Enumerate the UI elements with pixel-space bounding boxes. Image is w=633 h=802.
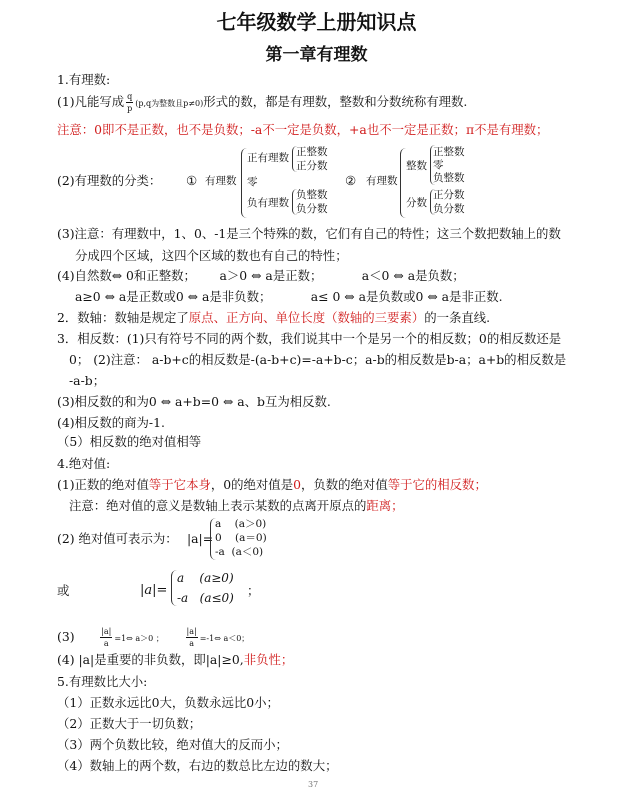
cls1-positive-a: 正整数 — [296, 146, 328, 158]
cls1-positive-b: 正分数 — [296, 160, 328, 172]
s5-item-1: （1）正数永远比0大，负数永远比0小； — [57, 695, 279, 710]
cls1-zero: 零 — [247, 176, 258, 188]
s5-item-3: （3）两个负数比较，绝对值大的反而小； — [57, 737, 288, 752]
chapter-title: 第一章有理数 — [265, 45, 368, 65]
s5-item-2: （2）正数大于一切负数； — [57, 716, 202, 731]
s3-line-4: (3)相反数的和为0 ⇔ a+b=0 ⇔ a、b互为相反数. — [57, 394, 331, 409]
abs-or-label: 或 — [57, 583, 70, 598]
s4-line-3: (3) $\frac{|a|}{a}$ =1⇔ a＞0 ； $\frac{|a|}{a}$ =-1⇔ a＜0； — [57, 627, 250, 648]
s3-line-2: 0； (2)注意： a-b+c的相反数是-(a-b+c)=-a+b-c；a-b的相反数是b-a；a+b的相反数是 — [69, 352, 567, 367]
cls2-integer: 整数 — [406, 160, 427, 172]
classification-2-root: 有理数 — [366, 175, 398, 187]
s3-line-5: (4)相反数的商为-1. — [57, 415, 165, 430]
s4-line-1: (1)正数的绝对值等于它本身，0的绝对值是0，负数的绝对值等于它的相反数； — [57, 477, 487, 492]
classification-1-number: ① — [186, 173, 198, 188]
s1-paragraph-1: (1)凡能写成 $\frac{q}{p}$ (p,q为整数且p≠0)形式的数，都是有理数，整数和分数统称有理数. — [57, 92, 468, 113]
s1-paragraph-4a: (4)自然数⇔ 0和正整数； a＞0 ⇔ a是正数； a＜0 ⇔ a是负数； — [57, 268, 465, 283]
s1-paragraph-3b: 分成四个区域，这四个区域的数也有自己的特性； — [75, 248, 348, 263]
s1-note: 注意：0即不是正数，也不是负数；-a不一定是负数，+a也不一定是正数；π不是有理数； — [57, 122, 549, 137]
s4-line-4: (4) |a|是重要的非负数，即|a|≥0,非负性； — [57, 652, 294, 667]
abs-alt-case-2: -a (a≤0) — [177, 591, 234, 605]
abs-alt-case-1: a (a≥0) — [177, 571, 234, 585]
classification-2-number: ② — [345, 173, 357, 188]
abs-case-1: a (a＞0) — [215, 518, 267, 530]
s3-line-6: （5）相反数的绝对值相等 — [57, 434, 202, 449]
classification-1-root: 有理数 — [205, 175, 237, 187]
abs-alt-semicolon: ； — [247, 583, 260, 598]
abs-alt-lhs: |a|= — [140, 583, 168, 598]
s3-line-1: 3．相反数：(1)只有符号不同的两个数，我们说其中一个是另一个的相反数；0的相反数还是 — [57, 331, 562, 346]
section-4-heading: 4.绝对值: — [57, 456, 111, 471]
abs-case-3: -a (a＜0) — [215, 546, 264, 558]
section-1-heading: 1.有理数: — [57, 72, 111, 87]
s3-line-3: -a-b； — [69, 373, 106, 388]
s1-paragraph-3a: (3)注意：有理数中，1、0、-1是三个特殊的数，它们有自己的特性；这三个数把数轴上的数 — [57, 226, 561, 241]
cls2-integer-b: 零 — [433, 159, 444, 171]
cls2-fraction-a: 正分数 — [433, 189, 465, 201]
abs-definition-lhs: |a|= — [187, 531, 214, 546]
s1-paragraph-4b: a≥0 ⇔ a是正数或0 ⇔ a是非负数； a≤ 0 ⇔ a是负数或0 ⇔ a是非正数. — [75, 289, 503, 304]
abs-case-2: 0 (a＝0) — [215, 532, 267, 544]
cls1-positive: 正有理数 — [247, 152, 289, 164]
cls1-negative: 负有理数 — [247, 197, 289, 209]
s5-item-4: （4）数轴上的两个数，右边的数总比左边的数大； — [57, 758, 338, 773]
cls1-negative-a: 负整数 — [296, 189, 328, 201]
cls2-fraction-b: 负分数 — [433, 203, 465, 215]
cls2-integer-a: 正整数 — [433, 146, 465, 158]
s4-note: 注意：绝对值的意义是数轴上表示某数的点离开原点的距离； — [69, 498, 404, 513]
cls2-integer-c: 负整数 — [433, 172, 465, 184]
abs-definition-label: (2) 绝对值可表示为： — [57, 531, 178, 546]
cls1-negative-b: 负分数 — [296, 203, 328, 215]
page-title: 七年级数学上册知识点 — [216, 10, 417, 34]
section-5-heading: 5.有理数比大小: — [57, 674, 148, 689]
classification-label: (2)有理数的分类： — [57, 173, 162, 188]
cls2-fraction: 分数 — [406, 197, 427, 209]
page-number: 37 — [308, 780, 319, 789]
section-2-number-line: 2．数轴：数轴是规定了原点、正方向、单位长度（数轴的三要素）的一条直线. — [57, 310, 491, 325]
